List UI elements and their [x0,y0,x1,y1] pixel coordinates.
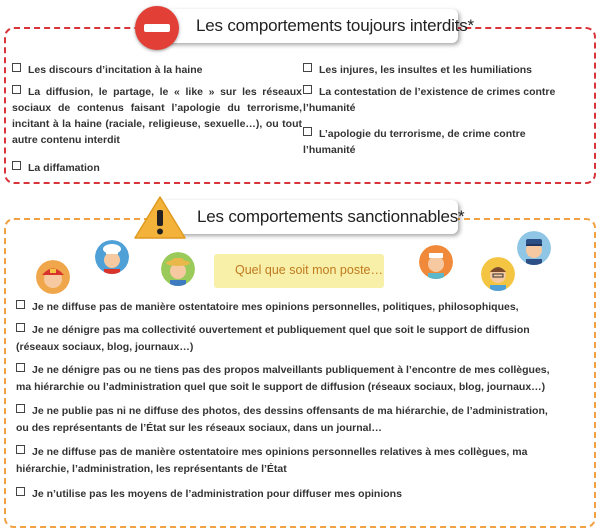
chef-avatar [95,240,129,274]
checkbox-icon [12,161,21,170]
forbidden-item: Les discours d’incitation à la haine [12,62,302,78]
sanction-item: Je ne diffuse pas de manière ostentatoire mes opinions personnelles relatives à mes collègues, ma hiérarchie, l’administration, les représentants de l’État [16,446,528,475]
sanction-title: Les comportements sanctionnables* [197,207,465,226]
teacher-avatar [481,257,515,291]
forbidden-item: La diffamation [12,160,302,176]
police-officer-avatar [517,231,551,265]
checkbox-icon [16,363,25,372]
sanction-item: Je ne dénigre pas ma collectivité ouvertement et publiquement quel que soit le support de diffusion (réseaux sociaux, blog, journaux…) [16,324,530,353]
checkbox-icon [16,487,25,496]
checkbox-icon [12,63,21,72]
checkbox-icon [303,85,312,94]
sanction-item: Je ne diffuse pas de manière ostentatoire mes opinions personnelles, politiques, philosophiques, [16,299,561,316]
checkbox-icon [303,127,312,136]
checkbox-icon [16,404,25,413]
checkbox-icon [16,445,25,454]
forbidden-item: L’apologie du terrorisme, de crime contre l’humanité [303,128,526,156]
forbidden-item: La diffusion, le partage, le « like » sur les réseaux sociaux de contenus faisant l’apologie du terrorisme, incitant à la haine (raciale, religieuse, sexuelle…), ou tout autre contenu interdit [12,86,302,146]
forbidden-title: Les comportements toujours interdits* [196,16,474,35]
checkbox-icon [12,85,21,94]
forbidden-item: Les injures, les insultes et les humiliations [303,62,575,78]
checkbox-icon [16,323,25,332]
banner-text: Quel que soit mon poste… [235,263,383,277]
checkbox-icon [303,63,312,72]
firefighter-avatar [36,260,70,294]
checkbox-icon [16,300,25,309]
forbidden-item: La contestation de l’existence de crimes contre l’humanité [303,86,556,114]
no-entry-icon [135,6,179,50]
sanction-item: Je n’utilise pas les moyens de l’administration pour diffuser mes opinions [16,486,561,503]
nurse-avatar [419,245,453,279]
gardener-avatar [161,252,195,286]
sanction-item: Je ne dénigre pas ou ne tiens pas des propos malveillants publiquement à l’encontre de mes collègues, ma hiérarchie ou l’administration quel que soit le support de diffusion (réseaux sociaux, blog, journaux…) [16,364,550,393]
sanction-item: Je ne publie pas ni ne diffuse des photos, des dessins offensants de ma hiérarchie, de l’administration, ou des représentants de l’État sur les réseaux sociaux, dans un journal… [16,405,548,434]
warning-icon [133,194,187,240]
